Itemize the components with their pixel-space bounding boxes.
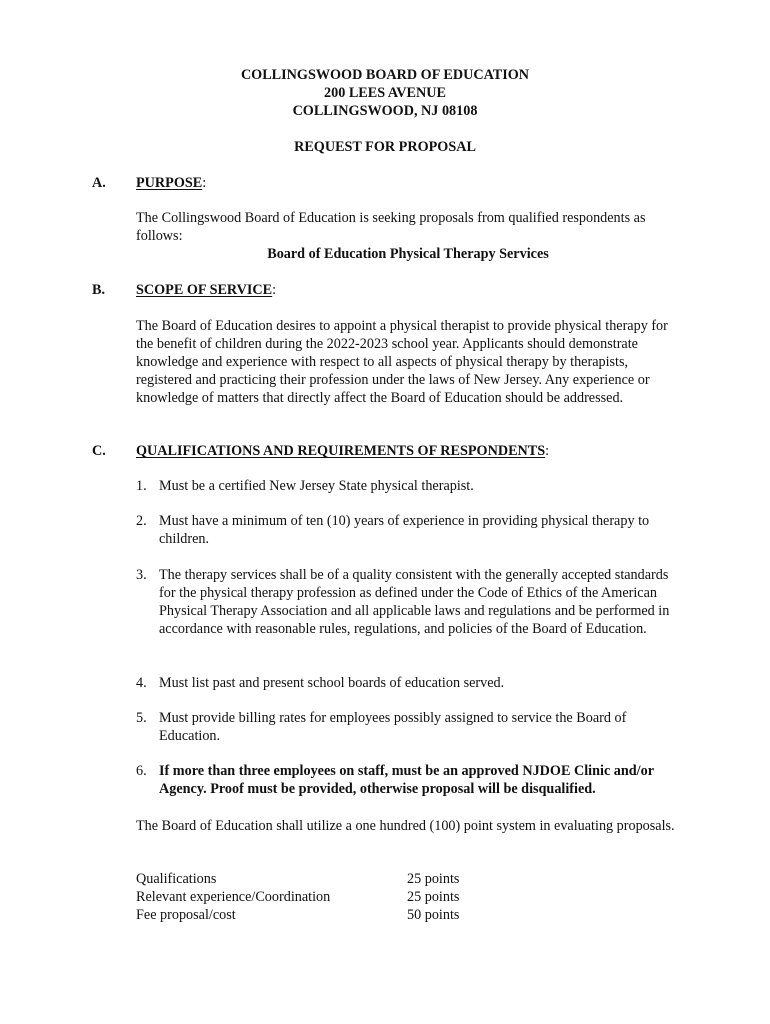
requirement-item-2 [136,512,684,548]
requirement-text: Must have a minimum of ten (10) years of experience in providing physical therapy to children. [159,513,650,547]
requirement-number: 6. [136,763,147,779]
section-c-title: QUALIFICATIONS AND REQUIREMENTS OF RESPONDENTS: [136,443,550,459]
score-points: 25 points [407,871,460,887]
requirement-text: Must provide billing rates for employees possibly assigned to service the Board of Education. [159,710,627,744]
org-name: COLLINGSWOOD BOARD OF EDUCATION [240,67,530,83]
requirement-item-1 [136,477,684,495]
requirement-text: The therapy services shall be of a quality consistent with the generally accepted standards for the physical therapy profession as defined under the Code of Ethics of the American Physical Therapy Association and all applicable laws and regulations and be performed in accordance with reasonable rules, regulations, and policies of the Board of Education. [159,567,670,637]
section-c-letter: C. [92,443,106,459]
requirement-text: Must list past and present school boards of education served. [159,675,505,691]
requirement-item-3 [136,566,684,638]
requirement-number: 2. [136,513,147,529]
score-label: Fee proposal/cost [136,907,236,923]
service-name: Board of Education Physical Therapy Services [267,246,549,262]
section-a-title: PURPOSE: [136,175,207,191]
requirement-number: 3. [136,567,147,583]
requirement-item-5 [136,709,684,745]
requirement-item-6 [136,762,684,798]
score-points: 25 points [407,889,460,905]
evaluation-text: The Board of Education shall utilize a one hundred (100) point system in evaluating proposals. [136,818,675,834]
score-points: 50 points [407,907,460,923]
org-city: COLLINGSWOOD, NJ 08108 [292,103,478,119]
section-b-title: SCOPE OF SERVICE: [136,282,277,298]
requirement-number: 5. [136,710,147,726]
section-a-body: The Collingswood Board of Education is seeking proposals from qualified respondents as follows: [136,210,646,244]
requirement-item-4 [136,674,684,692]
document-title: REQUEST FOR PROPOSAL [294,139,476,155]
section-a-letter: A. [92,175,106,191]
requirement-text: Must be a certified New Jersey State physical therapist. [159,478,474,494]
requirement-text: If more than three employees on staff, must be an approved NJDOE Clinic and/or Agency. Proof must be provided, otherwise proposal will be disqualified. [159,763,654,797]
section-b-body: The Board of Education desires to appoint a physical therapist to provide physical therapy for the benefit of children during the 2022-2023 school year. Applicants should demonstrate knowledge and experience with respect to all aspects of physical therapy by therapists, registered and practicing their profession under the laws of New Jersey. Any experience or knowledge of matters that directly affect the Board of Education should be addressed. [136,318,668,406]
requirement-number: 1. [136,478,147,494]
section-b-letter: B. [92,282,106,298]
score-label: Qualifications [136,871,217,887]
score-label: Relevant experience/Coordination [136,889,331,905]
requirement-number: 4. [136,675,147,691]
org-street: 200 LEES AVENUE [324,85,446,101]
